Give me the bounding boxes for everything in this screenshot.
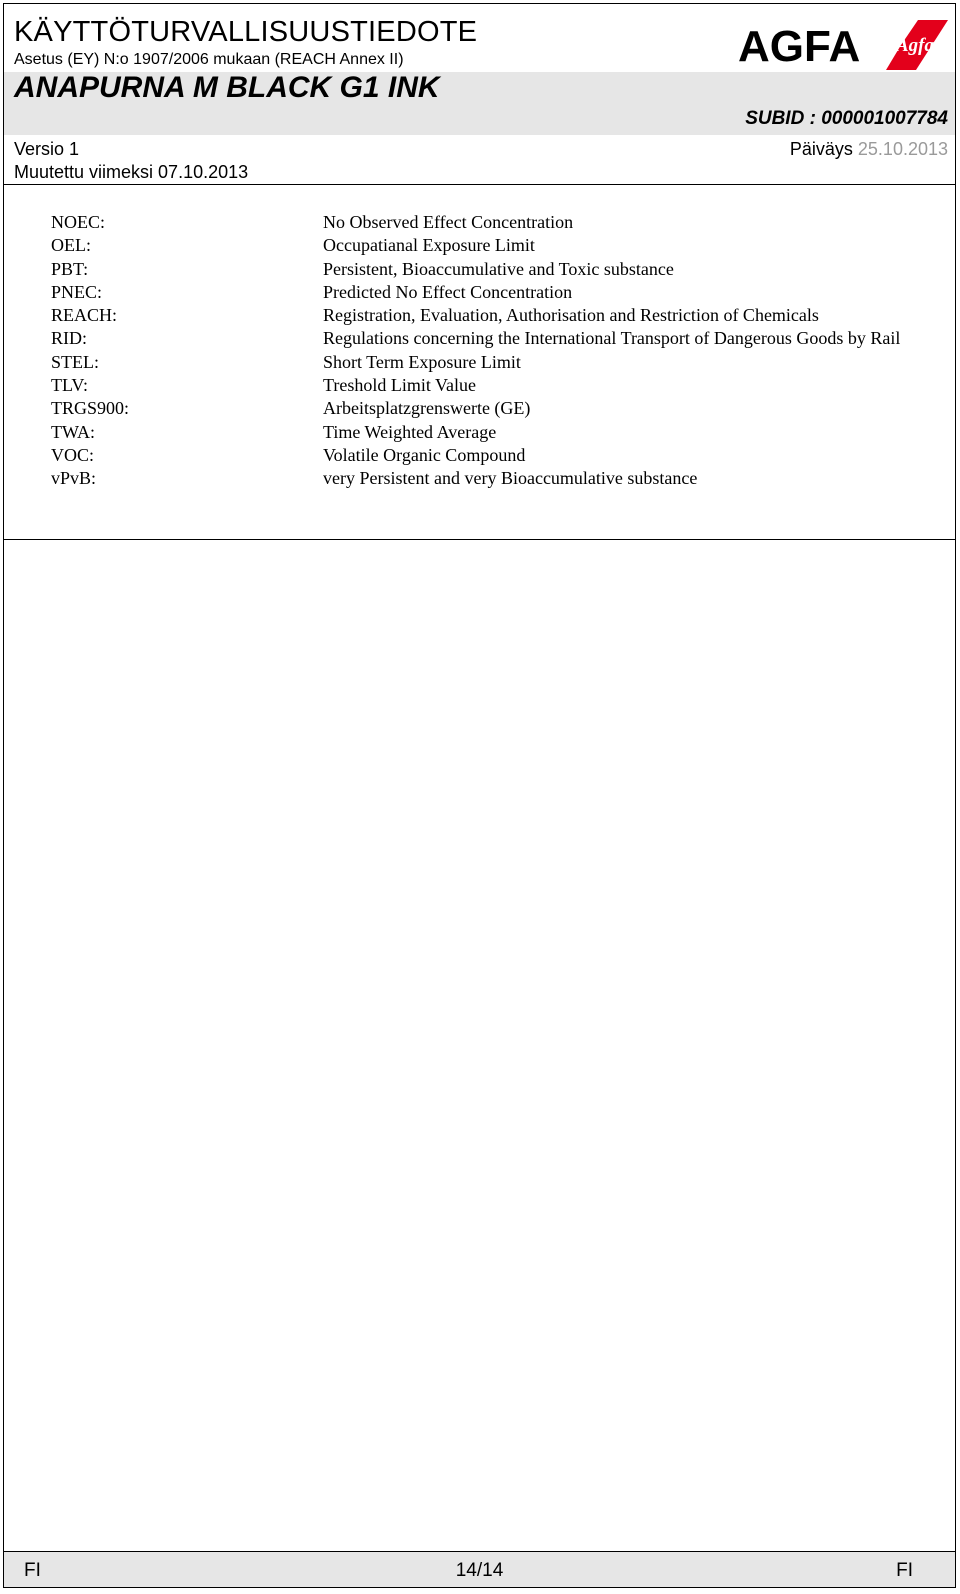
abbreviation-key: RID: bbox=[51, 328, 87, 349]
agfa-badge-icon bbox=[886, 20, 948, 70]
document-title: KÄYTTÖTURVALLISUUSTIEDOTE bbox=[14, 16, 478, 48]
abbreviation-value: Volatile Organic Compound bbox=[323, 444, 526, 465]
logo-badge-text: Agfa bbox=[896, 35, 934, 56]
abbreviation-value: Predicted No Effect Concentration bbox=[323, 281, 573, 302]
abbreviation-value: Occupatianal Exposure Limit bbox=[323, 235, 535, 256]
list-item bbox=[51, 421, 946, 444]
list-item bbox=[51, 374, 946, 397]
abbreviation-value: Arbeitsplatzgrenswerte (GE) bbox=[323, 398, 531, 419]
abbreviation-key: PBT: bbox=[51, 258, 89, 279]
abbreviation-key: TLV: bbox=[51, 375, 89, 396]
revision-date: Muutettu viimeksi 07.10.2013 bbox=[14, 162, 249, 182]
list-item bbox=[51, 234, 946, 257]
abbreviation-value: Regulations concerning the International Transport of Dangerous Goods by Rail bbox=[323, 328, 901, 349]
logo-wordmark: AGFA bbox=[738, 22, 861, 71]
abbreviation-key: OEL: bbox=[51, 235, 91, 256]
abbreviation-key: TRGS900: bbox=[51, 398, 130, 419]
footer-language-right: FI bbox=[896, 1560, 913, 1581]
list-item bbox=[51, 258, 946, 281]
product-name: ANAPURNA M BLACK G1 INK bbox=[14, 71, 440, 104]
list-item bbox=[51, 467, 946, 490]
abbreviation-key: VOC: bbox=[51, 444, 95, 465]
abbreviation-key: PNEC: bbox=[51, 281, 103, 302]
issue-date bbox=[790, 138, 948, 160]
content-divider bbox=[4, 539, 955, 540]
abbreviation-value: No Observed Effect Concentration bbox=[323, 212, 574, 232]
list-item bbox=[51, 304, 946, 327]
abbreviation-value: Time Weighted Average bbox=[323, 421, 497, 442]
list-item bbox=[51, 281, 946, 304]
page-number: 14/14 bbox=[455, 1560, 504, 1581]
abbreviation-key: vPvB: bbox=[51, 468, 97, 489]
list-item bbox=[51, 327, 946, 350]
page-footer bbox=[4, 1551, 955, 1587]
list-item bbox=[51, 444, 946, 467]
footer-language-left: FI bbox=[24, 1560, 41, 1581]
abbreviation-value: Short Term Exposure Limit bbox=[323, 351, 521, 372]
abbreviation-key: STEL: bbox=[51, 351, 99, 372]
list-item bbox=[51, 351, 946, 374]
subid: SUBID : 000001007784 bbox=[745, 108, 948, 129]
date-value: 25.10.2013 bbox=[857, 139, 948, 159]
abbreviation-value: Persistent, Bioaccumulative and Toxic substance bbox=[323, 258, 674, 279]
abbreviation-key: NOEC: bbox=[51, 212, 105, 232]
agfa-logo bbox=[738, 18, 948, 72]
abbreviation-value: Registration, Evaluation, Authorisation and Restriction of Chemicals bbox=[323, 305, 819, 326]
list-item bbox=[51, 397, 946, 420]
abbreviation-key: REACH: bbox=[51, 305, 118, 326]
version: Versio 1 bbox=[14, 139, 80, 159]
abbreviation-list bbox=[51, 211, 946, 491]
abbreviation-value: Treshold Limit Value bbox=[323, 375, 477, 396]
abbreviation-key: TWA: bbox=[51, 421, 95, 442]
list-item bbox=[51, 211, 946, 234]
regulation-reference: Asetus (EY) N:o 1907/2006 mukaan (REACH Annex II) bbox=[14, 51, 404, 68]
abbreviation-value: very Persistent and very Bioaccumulative substance bbox=[323, 468, 698, 489]
header-divider bbox=[4, 184, 955, 185]
date-label: Päiväys bbox=[789, 139, 853, 159]
